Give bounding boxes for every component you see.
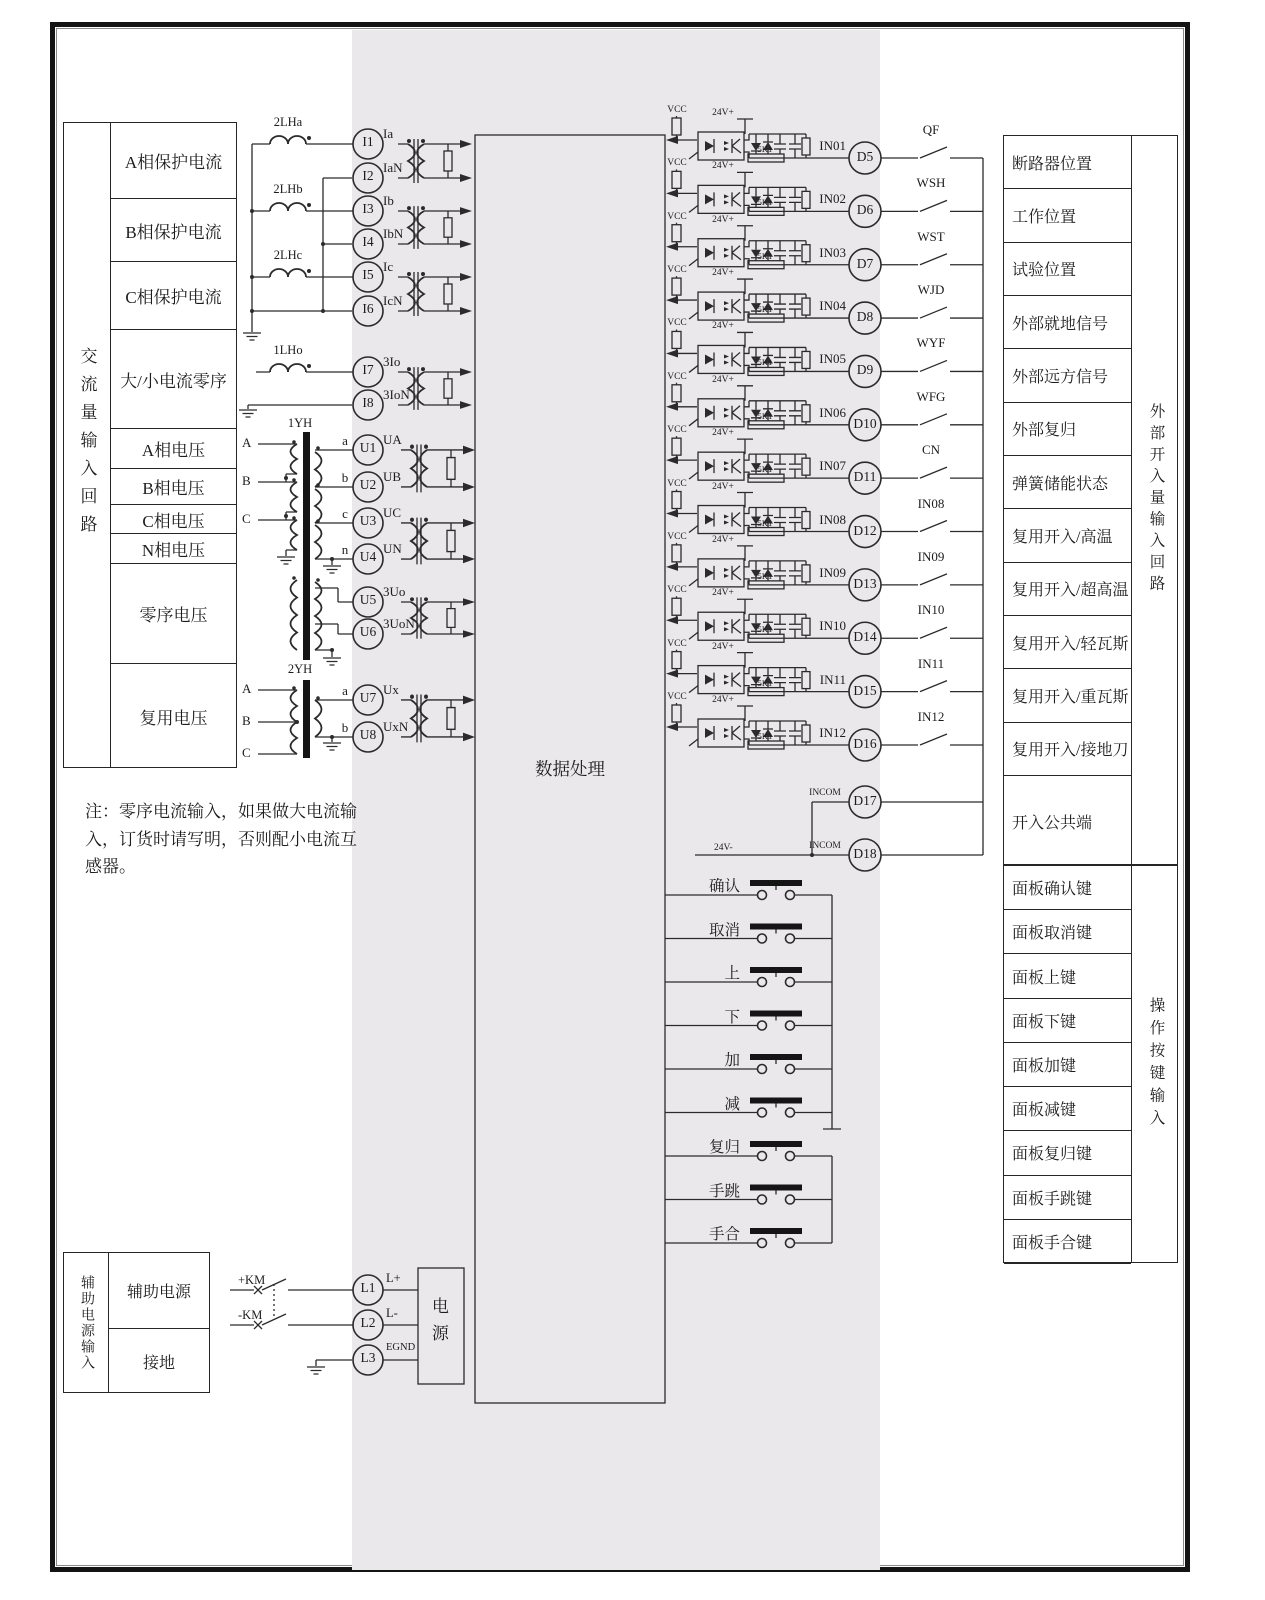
terminal-name: EGND [386, 1342, 416, 1353]
push-button-label: 上 [724, 965, 740, 982]
d-terminal-label: D13 [853, 575, 877, 591]
digital-input-desc: 断路器位置 [1012, 155, 1093, 173]
incom-label: INCOM [809, 788, 841, 798]
d-terminal-label: D6 [856, 202, 874, 218]
sec-letter: b [341, 470, 349, 485]
signal-label: WFG [916, 388, 946, 404]
terminal-label: L1 [360, 1280, 376, 1295]
v24-label: 24V+ [712, 268, 734, 279]
terminal-name: IaN [383, 160, 403, 175]
terminal-name: 3Uo [383, 584, 406, 599]
d-terminal-label: D18 [853, 846, 877, 861]
v24-label: 24V+ [712, 321, 734, 332]
vcc-label: VCC [667, 211, 687, 222]
digital-input-desc: 复用开入/超高温 [1012, 582, 1129, 600]
psu-label: 电源 [428, 1297, 448, 1351]
push-button-label: 复归 [708, 1139, 740, 1156]
v24-label: 24V+ [712, 641, 734, 652]
push-button-row [0, 986, 1265, 1030]
sec-letter: n [341, 542, 349, 557]
terminal-label: L2 [360, 1315, 376, 1330]
resistor-value-label: 5K1 [757, 250, 773, 261]
panel-key-desc: 面板复归键 [1012, 1146, 1093, 1164]
v24-label: 24V+ [712, 374, 734, 385]
v24-label: 24V+ [712, 161, 734, 172]
signal-label: IN08 [917, 495, 945, 511]
in-number-label: IN04 [819, 298, 846, 314]
phase-letter: B [242, 473, 251, 488]
vcc-label: VCC [667, 691, 687, 702]
push-button-row [0, 942, 1265, 986]
d-terminal-label: D12 [853, 522, 877, 538]
terminal-label: U8 [359, 727, 377, 742]
d-terminal-label: D10 [853, 415, 877, 431]
digital-input-desc: 试验位置 [1012, 262, 1077, 280]
terminal-label: I8 [362, 395, 374, 410]
v24-label: 24V+ [712, 428, 734, 439]
digital-input-desc: 弹簧储能状态 [1012, 475, 1109, 493]
ct-label: 2LHa [273, 115, 303, 129]
push-button-label: 手跳 [708, 1182, 740, 1200]
resistor-value-label: 5K1 [757, 197, 773, 208]
ac-row-label: B相电压 [142, 479, 205, 498]
d-terminal-label: D8 [856, 309, 874, 325]
aux-row-label: 辅助电源 [126, 1284, 191, 1301]
in-number-label: IN08 [819, 511, 846, 527]
push-button-label: 取消 [708, 921, 740, 939]
aux-row [109, 1328, 209, 1394]
terminal-name: 3IoN [383, 387, 410, 402]
vcc-label: VCC [667, 638, 687, 649]
terminal-label: I3 [362, 201, 374, 216]
phase-letter: A [242, 435, 252, 450]
ac-row-label: 零序电压 [139, 606, 208, 625]
terminal-name: 3UoN [383, 616, 415, 631]
terminal-name: IcN [383, 293, 403, 308]
terminal-name: UB [383, 469, 402, 484]
aux-row-label: 接地 [142, 1355, 175, 1372]
d-terminal-label: D16 [853, 735, 877, 751]
in-number-label: IN01 [819, 138, 846, 153]
note-text: 注：零序电流输入，如果做大电流输入，订货时请写明，否则配小电流互感器。 [85, 802, 357, 877]
vcc-label: VCC [667, 425, 687, 436]
km-neg-label: -KM [238, 1308, 263, 1322]
resistor-value-label: 5K1 [757, 570, 773, 581]
terminal-label: U7 [359, 690, 377, 705]
in-number-label: IN09 [819, 564, 846, 580]
sec-letter: a [342, 683, 348, 698]
terminal-label: I7 [362, 362, 374, 377]
digital-input-desc: 工作位置 [1012, 208, 1077, 226]
signal-label: WSH [916, 175, 946, 191]
signal-label: IN10 [917, 602, 945, 618]
vcc-label: VCC [667, 318, 687, 329]
resistor-value-label: 5K1 [757, 304, 773, 315]
terminal-name: Ia [383, 126, 394, 141]
panel-key-desc: 面板上键 [1012, 969, 1077, 987]
signal-label: QF [922, 122, 940, 137]
terminal-label: U3 [359, 513, 377, 528]
panel-key-desc: 面板取消键 [1012, 925, 1093, 943]
aux-row [109, 1253, 209, 1328]
d-terminal-label: D17 [853, 793, 877, 808]
signal-label: WYF [916, 335, 946, 351]
vcc-label: VCC [667, 105, 687, 115]
v24neg-label: 24V- [714, 843, 733, 853]
v24-label: 24V+ [712, 108, 734, 118]
panel-key-desc: 面板手合键 [1012, 1234, 1093, 1252]
in-number-label: IN02 [819, 191, 846, 207]
signal-label: IN11 [917, 655, 945, 671]
vcc-label: VCC [667, 265, 687, 276]
digital-input-desc: 复用开入/轻瓦斯 [1012, 635, 1129, 653]
ac-input-vertical-label: 交流量输入回路 [77, 347, 97, 543]
terminal-label: I4 [362, 234, 374, 249]
terminal-name: L- [386, 1306, 398, 1320]
digital-input-desc: 外部就地信号 [1012, 315, 1109, 333]
sec-letter: c [342, 506, 348, 521]
terminal-name: IbN [383, 226, 404, 241]
v24-label: 24V+ [712, 534, 734, 545]
digital-input-desc: 复用开入/重瓦斯 [1012, 688, 1129, 706]
signal-label: CN [921, 442, 941, 458]
ct-label: 2LHb [273, 182, 303, 196]
aux-power-vertical-cell [64, 1253, 109, 1392]
in-number-label: IN11 [819, 671, 846, 687]
incom-label: INCOM [809, 841, 841, 851]
vt1-label: 1YH [287, 416, 313, 430]
digital-input-desc: 复用开入/高温 [1012, 528, 1113, 546]
phase-letter: A [242, 681, 252, 696]
v24-label: 24V+ [712, 481, 734, 492]
ct-label: 2LHc [273, 248, 303, 262]
resistor-value-label: 5K1 [757, 517, 773, 528]
phase-letter: B [242, 713, 251, 728]
resistor-value-label: 5K1 [757, 464, 773, 475]
terminal-name: 3Io [383, 354, 401, 369]
push-button-row [0, 1160, 1265, 1204]
resistor-value-label: 5K1 [757, 730, 773, 741]
signal-label: IN09 [917, 548, 945, 564]
ac-row-label: 复用电压 [139, 709, 208, 728]
common-terminal-desc: 开入公共端 [1012, 814, 1093, 832]
aux-power-table [63, 1252, 210, 1393]
panel-key-desc: 面板加键 [1012, 1057, 1077, 1075]
signal-label: WST [917, 228, 945, 244]
v24-label: 24V+ [712, 588, 734, 599]
processor-label: 数据处理 [535, 759, 605, 779]
digital-input-vertical-label: 外部开入量输入回路 [1147, 403, 1165, 597]
push-button-row [0, 855, 1265, 899]
resistor-value-label: 5K1 [757, 410, 773, 421]
push-button-row [0, 1116, 1265, 1160]
push-button-label: 加 [724, 1052, 740, 1069]
vcc-label: VCC [667, 531, 687, 542]
sec-letter: b [341, 720, 349, 735]
digital-input-desc: 复用开入/接地刀 [1012, 742, 1129, 760]
terminal-label: U6 [359, 624, 377, 639]
push-button-row [0, 1203, 1265, 1247]
d-terminal-label: D11 [853, 469, 877, 485]
ac-row-label: N相电压 [141, 541, 206, 560]
sec-letter: a [342, 433, 348, 448]
panel-key-vertical-label: 操作按键输入 [1147, 996, 1165, 1132]
terminal-label: U2 [359, 477, 377, 492]
common-terminal-row [1004, 776, 1131, 866]
terminal-name: Ux [383, 682, 399, 697]
signal-label: IN12 [917, 708, 945, 724]
push-button-label: 减 [724, 1095, 740, 1113]
vcc-label: VCC [667, 585, 687, 596]
terminal-label: U4 [359, 549, 377, 564]
panel-key-desc: 面板手跳键 [1012, 1190, 1093, 1208]
push-button-label: 确认 [708, 878, 740, 895]
aux-power-vertical-label: 辅助电源输入 [79, 1274, 94, 1371]
resistor-value-label: 5K1 [757, 144, 773, 154]
ac-row-label: C相电压 [142, 511, 205, 531]
resistor-value-label: 5K1 [757, 677, 773, 688]
d-terminal-label: D9 [856, 362, 874, 378]
terminal-label: L3 [360, 1350, 376, 1365]
terminal-name: Ic [383, 259, 394, 274]
terminal-name: UA [383, 432, 402, 447]
terminal-name: L+ [386, 1271, 401, 1285]
vcc-label: VCC [667, 371, 687, 382]
ac-row-label: 大/小电流零序 [120, 371, 227, 391]
panel-key-desc: 面板下键 [1012, 1013, 1077, 1031]
resistor-value-label: 5K1 [757, 624, 773, 635]
digital-input-desc: 外部远方信号 [1012, 368, 1109, 386]
in-number-label: IN06 [819, 404, 846, 420]
resistor-value-label: 5K1 [757, 357, 773, 368]
d-terminal-label: D5 [856, 149, 874, 164]
km-pos-label: +KM [238, 1273, 266, 1287]
phase-letter: C [242, 511, 251, 526]
in-number-label: IN10 [819, 618, 846, 634]
in-number-label: IN05 [819, 351, 846, 367]
push-button-row [0, 1029, 1265, 1073]
vcc-label: VCC [667, 478, 687, 489]
phase-letter: C [242, 745, 251, 760]
ct-label: 1LHo [273, 343, 303, 357]
terminal-label: I1 [362, 134, 374, 149]
terminal-label: I6 [362, 301, 374, 316]
terminal-name: UC [383, 505, 402, 520]
v24-label: 24V+ [712, 214, 734, 225]
d-terminal-label: D15 [853, 682, 877, 698]
terminal-label: U1 [359, 440, 377, 455]
push-button-row [0, 1073, 1265, 1117]
in-number-label: IN07 [819, 458, 846, 474]
panel-key-desc: 面板减键 [1012, 1102, 1077, 1120]
ac-row-label: A相电压 [141, 441, 206, 460]
terminal-label: I5 [362, 267, 374, 282]
terminal-label: U5 [359, 592, 377, 607]
ac-row-label: C相保护电流 [125, 288, 222, 307]
v24-label: 24V+ [712, 694, 734, 705]
terminal-name: UN [383, 541, 402, 556]
panel-key-desc: 面板确认键 [1012, 881, 1093, 899]
digital-input-desc: 外部复归 [1012, 422, 1077, 440]
ac-row-label: B相保护电流 [125, 222, 222, 242]
push-button-row [0, 899, 1265, 943]
d-terminal-label: D14 [853, 629, 877, 645]
signal-label: WJD [917, 282, 945, 298]
terminal-name: UxN [383, 719, 409, 734]
push-button-label: 下 [724, 1008, 740, 1026]
terminal-name: Ib [383, 193, 394, 208]
d-terminal-label: D7 [856, 255, 874, 271]
vt2-label: 2YH [287, 662, 313, 676]
push-button-label: 手合 [708, 1226, 740, 1243]
in-number-label: IN12 [819, 724, 846, 740]
vcc-label: VCC [667, 158, 687, 169]
in-number-label: IN03 [819, 244, 846, 260]
terminal-label: I2 [362, 168, 374, 183]
ac-row-label: A相保护电流 [124, 153, 223, 172]
